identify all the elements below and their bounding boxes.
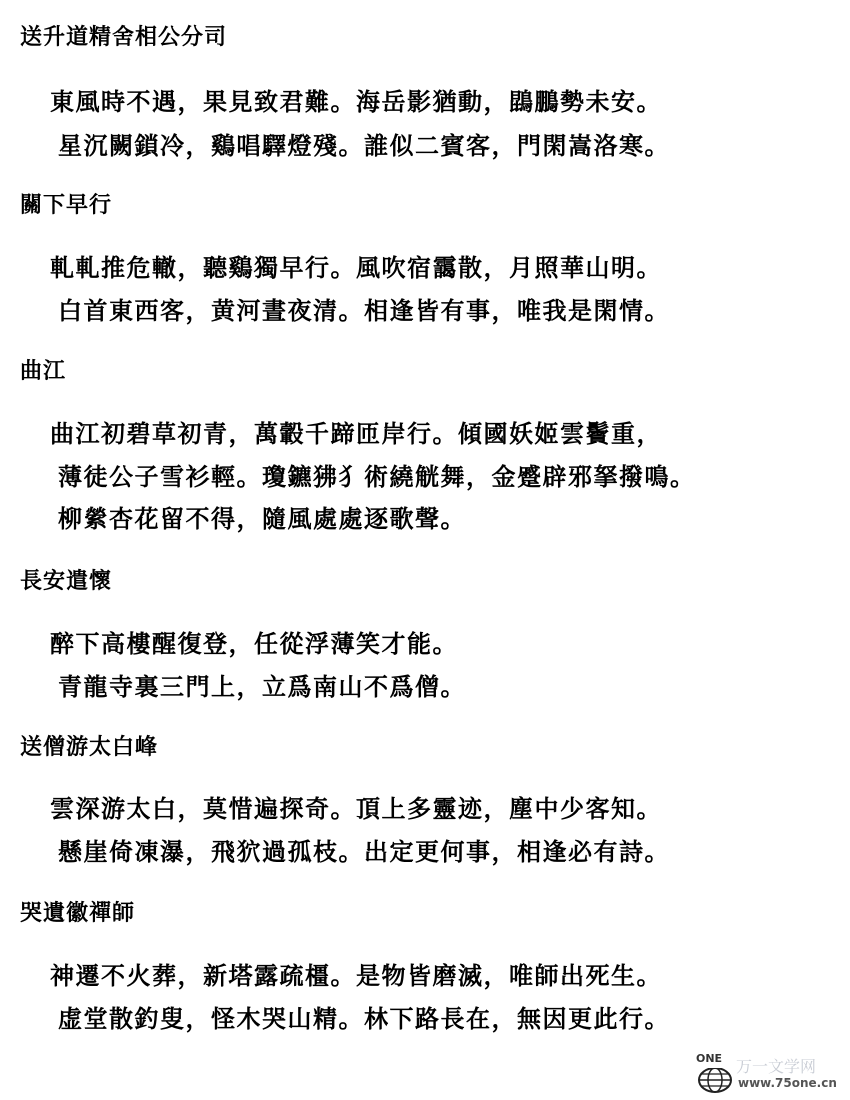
logo-text: ONE [696, 1052, 723, 1065]
poem-line: 白首東西客，黄河晝夜清。相逢皆有事，唯我是閑情。 [58, 296, 670, 325]
poem-title: 長安遣懷 [20, 568, 113, 594]
site-name: 万一文学网 [736, 1057, 817, 1076]
poem-line: 醉下高樓醒復登，任從浮薄笑才能。 [50, 629, 458, 658]
poem-line: 懸崖倚凍瀑，飛狖過孤枝。出定更何事，相逢必有詩。 [58, 837, 670, 866]
poem-line: 軋軋推危轍，聽鷄獨早行。風吹宿靄散，月照華山明。 [50, 253, 662, 282]
poem-line: 星沉闕鎖冷，鷄唱驛燈殘。誰似二賓客，門閑嵩洛寒。 [58, 131, 670, 160]
site-watermark [690, 1052, 845, 1096]
poem-line: 青龍寺裏三門上，立爲南山不爲僧。 [58, 672, 466, 701]
site-url: www.75one.cn [738, 1076, 837, 1090]
poem-line: 神遷不火葬，新塔露疏橿。是物皆磨滅，唯師出死生。 [50, 961, 662, 990]
poem-line: 虚堂散釣叟，怪木哭山精。林下路長在，無因更此行。 [58, 1004, 670, 1033]
poem-title: 關下早行 [20, 192, 113, 218]
poem-title: 曲江 [20, 358, 67, 384]
poem-line: 薄徒公子雪衫輕。瓊鑣狒犭術繞觥舞，金蹙辟邪拏撥鳴。 [58, 462, 696, 491]
poem-line: 柳縈杏花留不得，隨風處處逐歌聲。 [58, 504, 466, 533]
poem-line: 東風時不遇，果見致君難。海岳影猶動，鵾鵬勢未安。 [50, 87, 662, 116]
poem-title: 送僧游太白峰 [20, 734, 159, 760]
poem-title: 送升道精舍相公分司 [20, 24, 228, 50]
poem-line: 雲深游太白，莫惜遍探奇。頂上多靈迹，塵中少客知。 [50, 794, 662, 823]
poem-line: 曲江初碧草初青，萬轂千蹄匝岸行。傾國妖姬雲鬢重， [50, 419, 662, 448]
poem-title: 哭遺徽禪師 [20, 900, 136, 926]
